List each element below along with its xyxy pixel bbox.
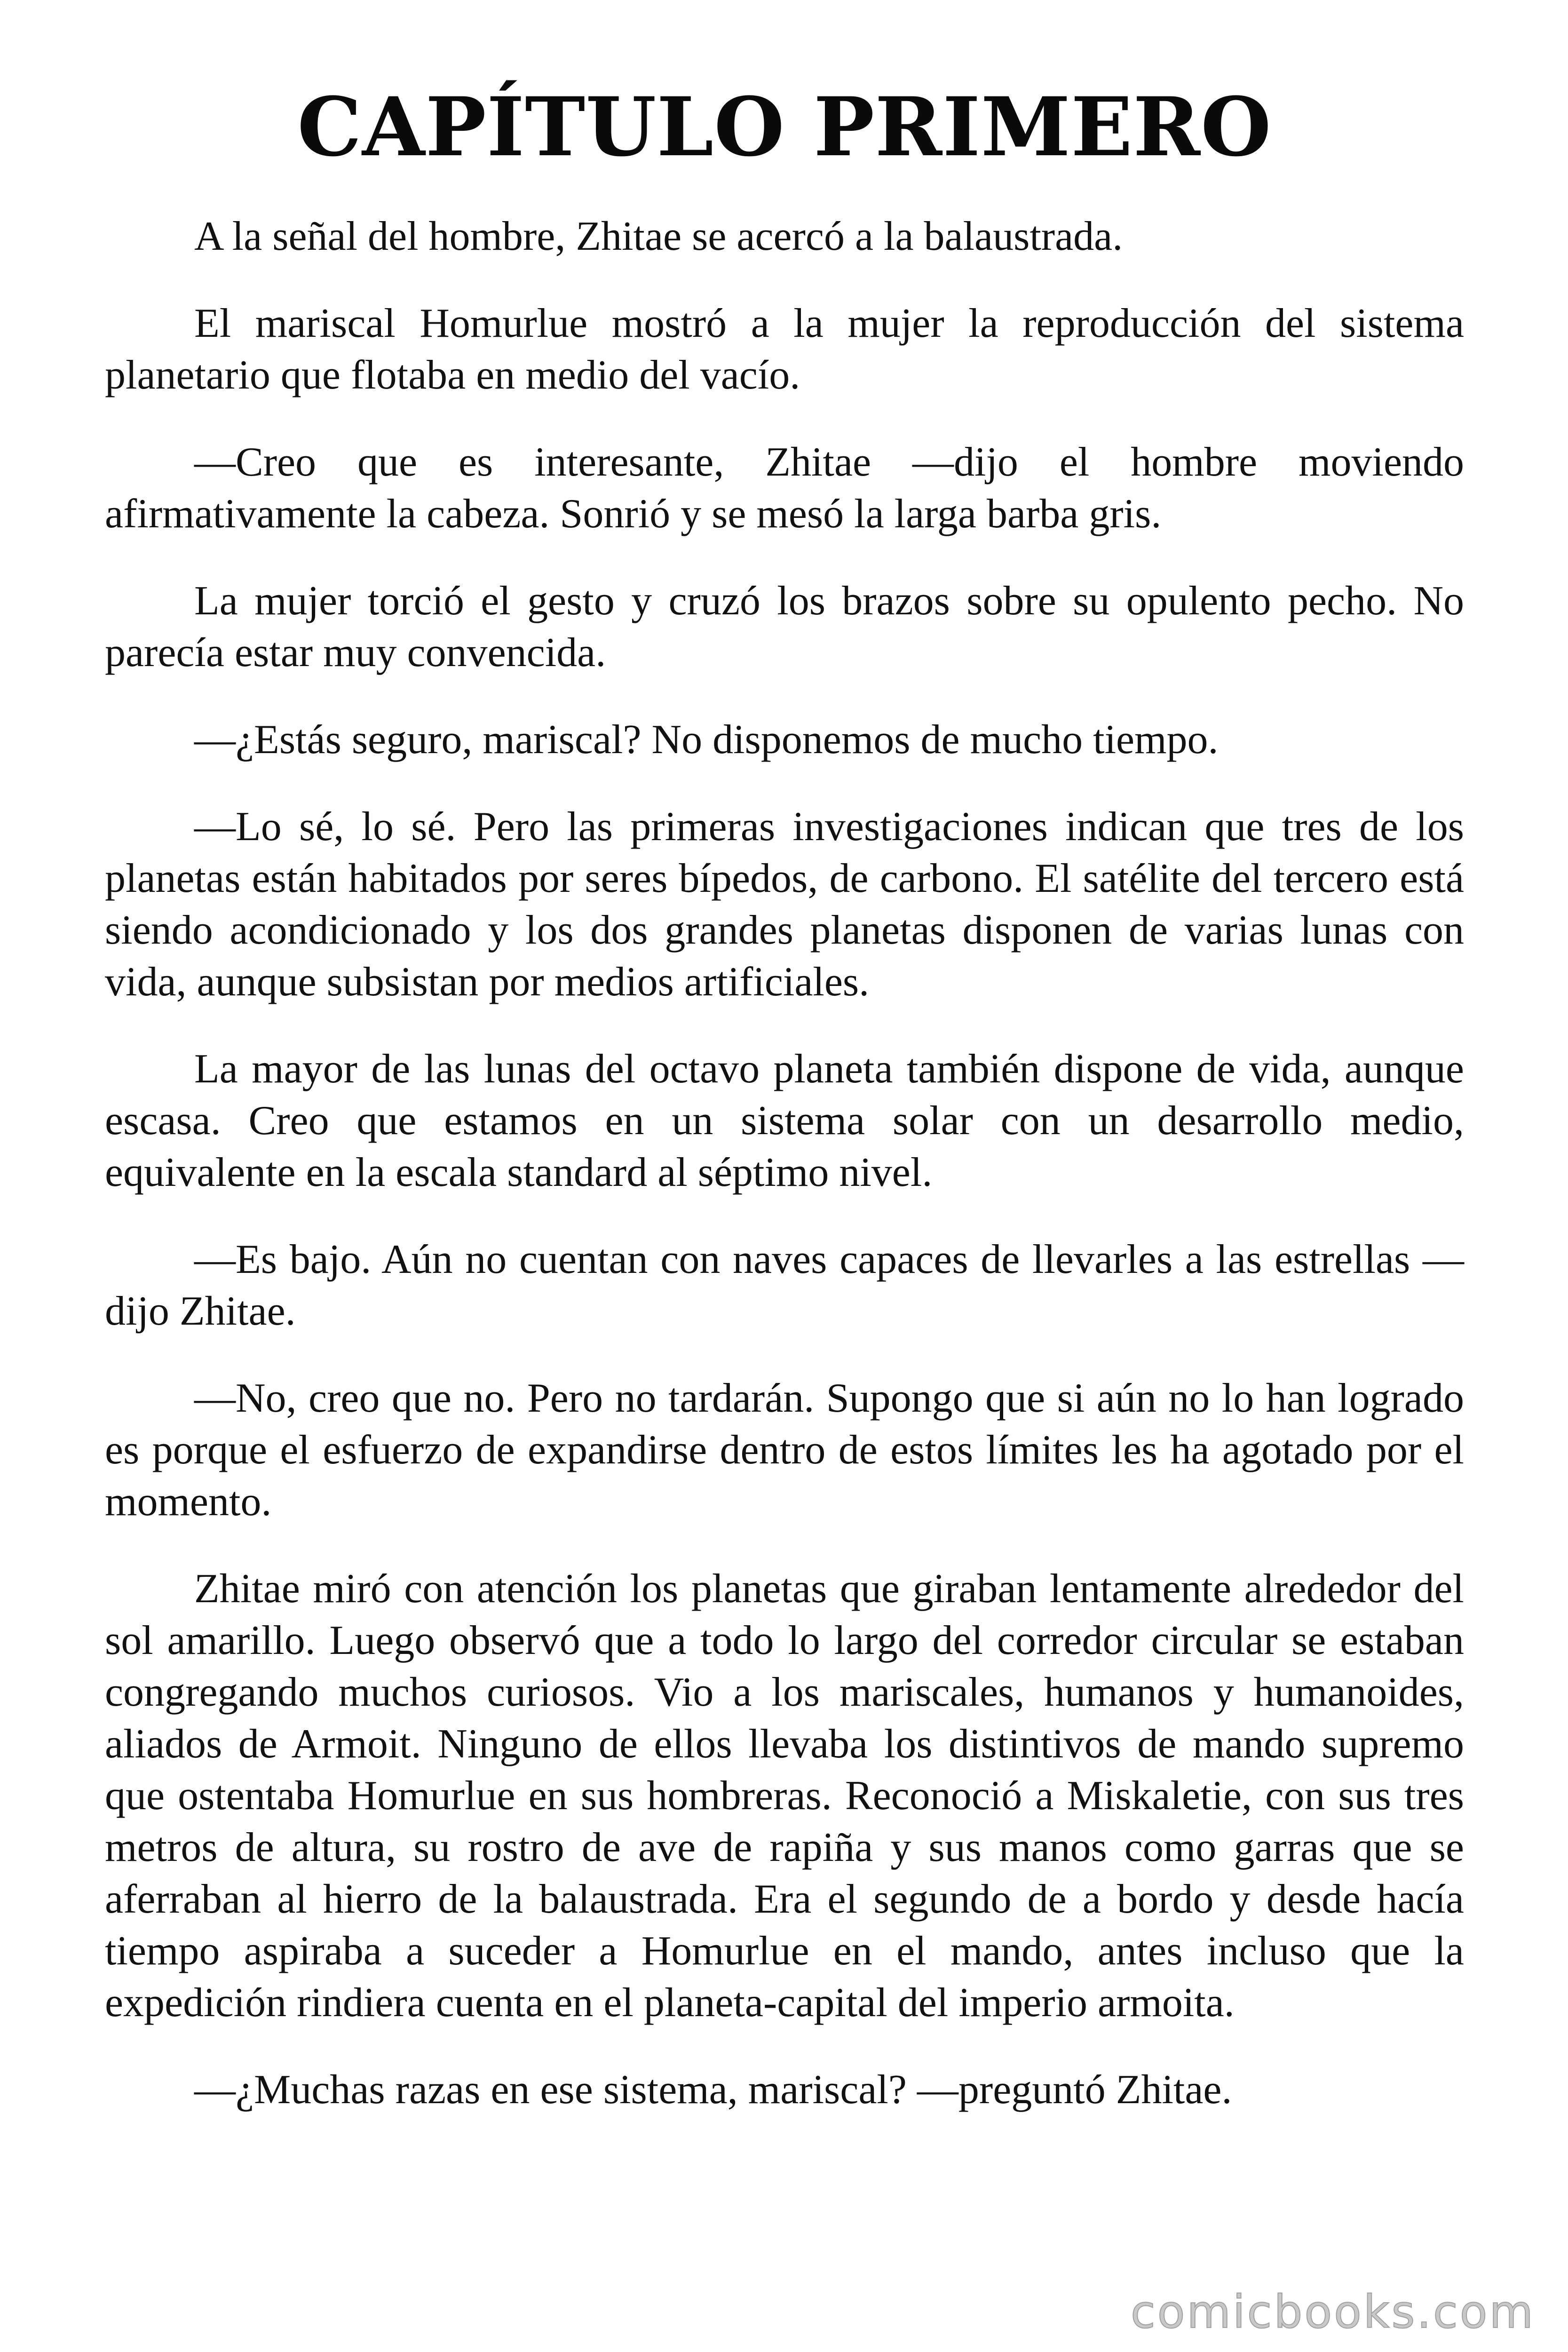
body-text (105, 211, 1464, 2116)
paragraph: —Lo sé, lo sé. Pero las primeras investigaciones indican que tres de los planetas están habitados por seres bípedos, de carbono. El satélite del tercero está siendo acondicionado y los dos grandes planetas disponen de varias lunas con vida, aunque subsistan por medios artificiales. (105, 804, 1464, 1005)
paragraph: —¿Muchas razas en ese sistema, mariscal? —preguntó Zhitae. (194, 2067, 1232, 2113)
paragraph: La mujer torció el gesto y cruzó los brazos sobre su opulento pecho. No parecía estar muy convencida. (105, 578, 1464, 675)
paragraph: —Es bajo. Aún no cuentan con naves capaces de llevarles a las estrellas —dijo Zhitae. (105, 1237, 1464, 1334)
page-content (105, 71, 1464, 2151)
paragraph: —¿Estás seguro, mariscal? No disponemos de mucho tiempo. (194, 717, 1219, 763)
paragraph: —No, creo que no. Pero no tardarán. Supongo que si aún no lo han logrado es porque el esfuerzo de expandirse dentro de estos límites les ha agotado por el momento. (105, 1375, 1464, 1525)
paragraph: A la señal del hombre, Zhitae se acercó a la balaustrada. (194, 214, 1123, 259)
chapter-title: CAPÍTULO PRIMERO (297, 79, 1272, 175)
paragraph: —Creo que es interesante, Zhitae —dijo el hombre moviendo afirmativamente la cabeza. Sonrió y se mesó la larga barba gris. (105, 439, 1464, 537)
paragraph: La mayor de las lunas del octavo planeta también dispone de vida, aunque escasa. Creo que estamos en un sistema solar con un desarrollo medio, equivalente en la escala standard al séptimo nivel. (105, 1046, 1464, 1195)
paragraph: El mariscal Homurlue mostró a la mujer la reproducción del sistema planetario que flotaba en medio del vacío. (105, 301, 1464, 398)
paragraph: Zhitae miró con atención los planetas que giraban lentamente alrededor del sol amarillo. Luego observó que a todo lo largo del corredor circular se estaban congregando muchos curiosos. Vio a los mariscales, humanos y humanoides, aliados de Armoit. Ninguno de ellos llevaba los distintivos de mando supremo que ostentaba Homurlue en sus hombreras. Reconoció a Miskaletie, con sus tres metros de altura, su rostro de ave de rapiña y sus manos como garras que se aferraban al hierro de la balaustrada. Era el segundo de a bordo y desde hacía tiempo aspiraba a suceder a Homurlue en el mando, antes incluso que la expedición rindiera cuenta en el planeta-capital del imperio armoita. (105, 1566, 1464, 2026)
watermark: comicbooks.com (1130, 2286, 1535, 2338)
